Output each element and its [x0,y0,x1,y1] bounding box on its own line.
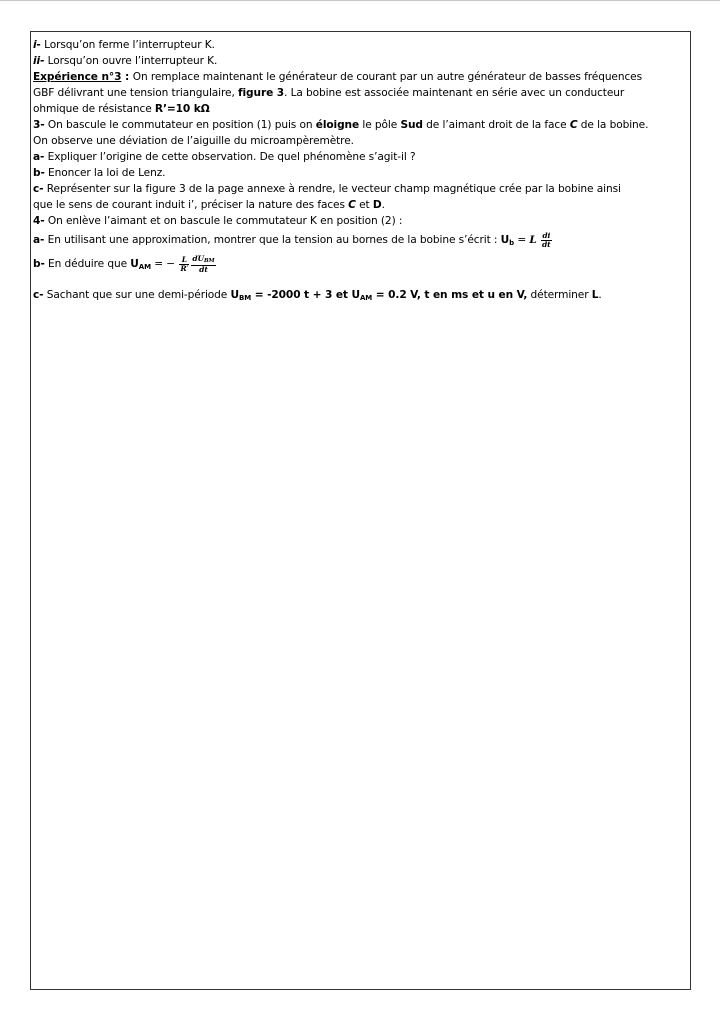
question-3c-text1: Représenter sur la figure 3 de la page annexe à rendre, le vecteur champ magnétique crée par la bobine ainsi [43,183,621,195]
experiment-3-line3 [33,101,689,117]
question-3-text-a: On bascule le commutateur en position (1) puis on [44,119,316,131]
experiment-3-colon: : [121,71,133,83]
question-3a-label: a- [33,151,45,163]
question-3-observation: On observe une déviation de l’aiguille du microampèremètre. [33,135,354,147]
question-4c-period: . [598,289,602,301]
question-4a-text: En utilisant une approximation, montrer que la tension au bornes de la bobine s’écrit : [44,234,501,246]
question-3c-line2 [33,197,689,213]
l-numerator: L [179,256,189,265]
ub-subscript: b [509,239,515,247]
di-dt-fraction [541,232,552,249]
question-4 [33,213,689,229]
question-3c-text2c: et [355,199,373,211]
question-3-text-g: de la bobine. [577,119,649,131]
exercise-text [33,37,689,303]
question-3-sud: Sud [400,119,423,131]
question-i-label: i- [33,39,41,51]
di-numerator: di [542,230,551,240]
ub-equals: = [514,234,530,246]
question-4-text: On enlève l’aimant et on bascule le commutateur K en position (2) : [44,215,403,227]
question-3-number: 3- [33,119,45,131]
r-denominator: R′ [180,263,189,273]
spacer [33,277,689,287]
experiment-3-text2c: . La bobine est associée maintenant en série avec un conducteur [284,87,625,99]
question-4-number: 4- [33,215,45,227]
question-4b [33,253,689,277]
question-3c-face-d: D [372,199,382,211]
uam-equals: = − [150,258,179,270]
question-3-text-c: le pôle [359,119,401,131]
top-rule [0,0,720,1]
question-3-eloigne: éloigne [315,119,360,131]
question-3a-text: Expliquer l’origine de cette observation. De quel phénomène s’agit-il ? [44,151,416,163]
question-3b [33,165,689,181]
ub-symbol: U [500,234,510,246]
experiment-3-text2a: GBF délivrant une tension triangulaire, [33,87,238,99]
question-3a [33,149,689,165]
inductance-target: L [591,289,599,301]
resistance-value: R’=10 kΩ [154,103,210,115]
experiment-3-line1 [33,69,689,85]
question-3b-label: b- [33,167,45,179]
question-i-text: Lorsqu’on ferme l’interrupteur K. [40,39,215,51]
question-i [33,37,689,53]
experiment-3-text3a: ohmique de résistance [33,103,155,115]
uam-subscript: AM [138,263,151,271]
question-3-face-c: C [569,119,578,131]
experiment-3-line2 [33,85,689,101]
question-4c-text-a: Sachant que sur une demi-période [43,289,231,301]
uam-subscript-2: AM [359,294,373,302]
ubm-subscript: BM [239,294,252,302]
uam-symbol: U [130,258,139,270]
question-3c-text2e: . [381,199,385,211]
question-4a-label: a- [33,234,45,246]
question-3-line2 [33,133,689,149]
question-3c-text2a: que le sens de courant induit i’, préciser la nature des faces [33,199,349,211]
dubm-numerator [191,255,215,266]
question-4b-label: b- [33,258,45,270]
question-ii-text: Lorsqu’on ouvre l’interrupteur K. [44,55,218,67]
question-ii [33,53,689,69]
du-text: dU [192,253,204,263]
uam-value: = 0.2 V, t en ms et u en V, [372,289,528,301]
question-4c-text-d: déterminer [527,289,592,301]
dubm-dt-fraction [191,255,215,274]
question-4c [33,287,689,303]
inductance-symbol: L [529,234,537,246]
uam-symbol-2: U [351,289,360,301]
question-3c-label: c- [33,183,44,195]
question-ii-label: ii- [33,55,45,67]
experiment-3-title: Expérience n°3 [33,71,122,83]
question-3-line1 [33,117,689,133]
question-4c-label: c- [33,289,44,301]
question-3c-line1 [33,181,689,197]
question-3b-text: Enoncer la loi de Lenz. [44,167,166,179]
ubm-symbol: U [230,289,240,301]
l-over-r-fraction [179,256,189,273]
ubm-expression: = -2000 t + 3 et [251,289,352,301]
question-4b-text: En déduire que [44,258,131,270]
question-3-text-e: de l’aimant droit de la face [422,119,570,131]
experiment-3-text1: On remplace maintenant le générateur de courant par un autre générateur de basses fréquences [132,71,643,83]
dt-denominator: dt [542,239,551,249]
bm-subscript: BM [203,257,215,264]
question-3c-face-c: C [348,199,356,211]
dt-denominator-2: dt [199,264,208,274]
question-4a [33,229,689,253]
figure-3-ref: figure 3 [238,87,285,99]
